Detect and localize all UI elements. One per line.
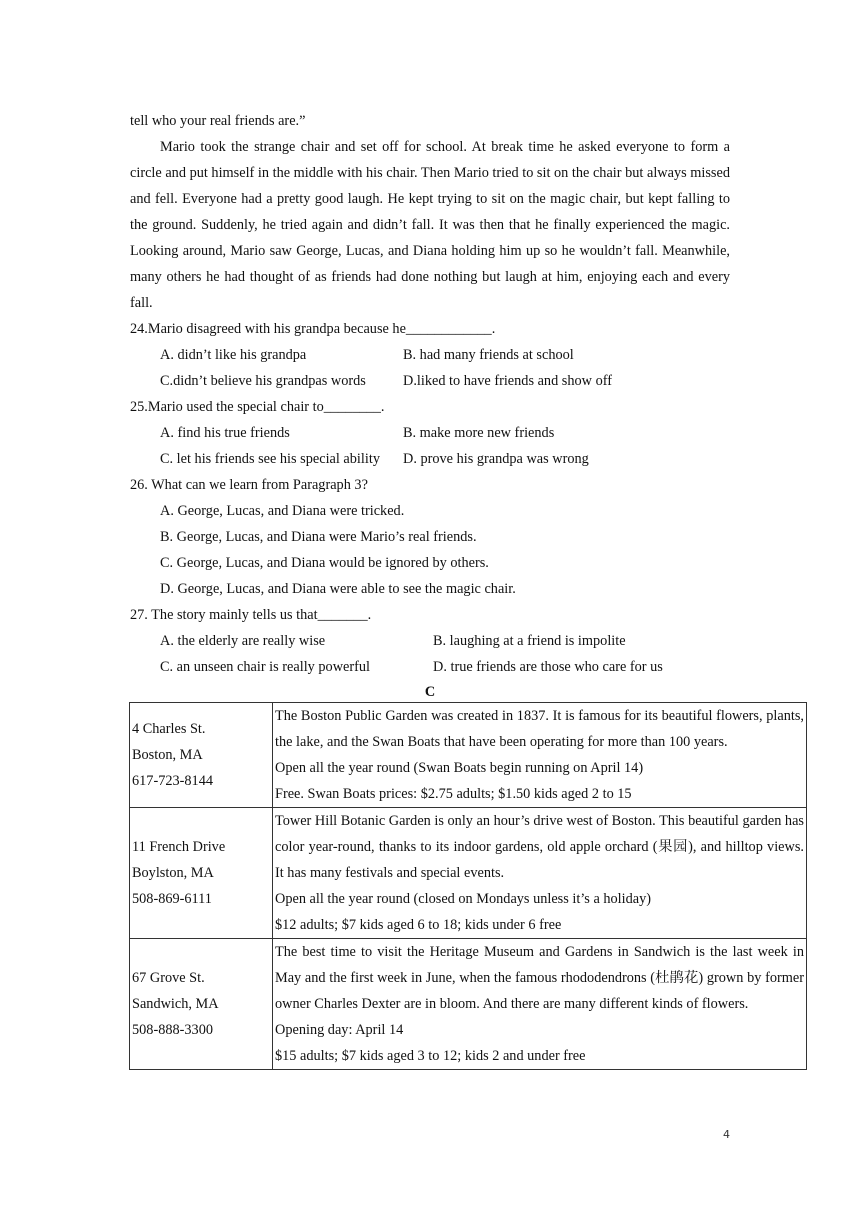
- description-text: The Boston Public Garden was created in 1837. It is famous for its beautiful flowers, plants, the lake, and the Swan Boats that have been operating for more than 100 years.: [275, 708, 804, 750]
- question-24-options: [130, 342, 730, 394]
- question-26-option-a: A. George, Lucas, and Diana were tricked.: [160, 503, 405, 519]
- question-24-option-b: B. had many friends at school: [403, 347, 574, 363]
- address-phone: 617-723-8144: [132, 773, 214, 789]
- question-27-option-a: A. the elderly are really wise: [160, 633, 326, 649]
- address-city: Boston, MA: [132, 747, 203, 763]
- description-cell: [273, 703, 807, 808]
- address-cell: [130, 939, 273, 1070]
- question-24-option-a: A. didn’t like his grandpa: [160, 347, 307, 363]
- question-27-stem: 27. The story mainly tells us that_______.: [130, 607, 372, 623]
- passage-paragraph: Mario took the strange chair and set off for school. At break time he asked everyone to form a circle and put himself in the middle with his chair. Then Mario tried to sit on the chair but always missed and fell. Everyone had a pretty good laugh. He kept trying to sit on the magic chair, but kept falling to the ground. Suddenly, he tried again and didn’t fall. It was then that he finally experienced the magic. Looking around, Mario saw George, Lucas, and Diana holding him up so he wouldn’t fall. Meanwhile, many others he had thought of as friends had done nothing but laugh at him, enjoying each and every fall.: [130, 139, 730, 311]
- question-26-option-c: C. George, Lucas, and Diana would be ignored by others.: [160, 555, 489, 571]
- question-25-option-d: D. prove his grandpa was wrong: [403, 451, 589, 467]
- question-24-stem: 24.Mario disagreed with his grandpa because he____________.: [130, 321, 496, 337]
- address-phone: 508-888-3300: [132, 1022, 214, 1038]
- address-street: 67 Grove St.: [132, 970, 205, 986]
- question-25-option-c: C. let his friends see his special ability: [160, 451, 380, 467]
- price-info: $15 adults; $7 kids aged 3 to 12; kids 2 and under free: [275, 1048, 586, 1064]
- address-street: 11 French Drive: [132, 839, 226, 855]
- table-row: [130, 703, 807, 808]
- question-27-option-c: C. an unseen chair is really powerful: [160, 659, 371, 675]
- description-cell: [273, 808, 807, 939]
- question-26-option-d: D. George, Lucas, and Diana were able to see the magic chair.: [160, 581, 516, 597]
- question-25-option-b: B. make more new friends: [403, 425, 555, 441]
- question-26-options: [130, 498, 730, 602]
- question-27-option-d: D. true friends are those who care for us: [433, 659, 663, 675]
- opening-info: Open all the year round (closed on Mondays unless it’s a holiday): [275, 891, 652, 907]
- question-26-option-b: B. George, Lucas, and Diana were Mario’s real friends.: [160, 529, 477, 545]
- question-25-stem: 25.Mario used the special chair to________.: [130, 399, 385, 415]
- question-24-option-d: D.liked to have friends and show off: [403, 373, 612, 389]
- description-text: Tower Hill Botanic Garden is only an hour’s drive west of Boston. This beautiful garden has color year-round, thanks to its indoor gardens, old apple orchard (果园), and hilltop views. It has many festivals and special events.: [275, 813, 804, 881]
- address-city: Sandwich, MA: [132, 996, 219, 1012]
- page-number: 4: [723, 1128, 730, 1141]
- table-row: [130, 939, 807, 1070]
- table-row: [130, 808, 807, 939]
- question-25-option-a: A. find his true friends: [160, 425, 290, 441]
- description-text: The best time to visit the Heritage Museum and Gardens in Sandwich is the last week in May and the first week in June, when the famous rhododendrons (杜鹃花) grown by former owner Charles Dexter are in bloom. And there are many different kinds of flowers.: [275, 944, 804, 1012]
- question-25-options: [130, 420, 730, 472]
- question-24-option-c: C.didn’t believe his grandpas words: [160, 373, 366, 389]
- address-phone: 508-869-6111: [132, 891, 212, 907]
- price-info: $12 adults; $7 kids aged 6 to 18; kids under 6 free: [275, 917, 562, 933]
- address-cell: [130, 703, 273, 808]
- description-cell: [273, 939, 807, 1070]
- address-city: Boylston, MA: [132, 865, 214, 881]
- question-26-stem: 26. What can we learn from Paragraph 3?: [130, 477, 368, 493]
- price-info: Free. Swan Boats prices: $2.75 adults; $1.50 kids aged 2 to 15: [275, 786, 632, 802]
- address-street: 4 Charles St.: [132, 721, 206, 737]
- passage-previous-line: tell who your real friends are.”: [130, 113, 306, 129]
- address-cell: [130, 808, 273, 939]
- section-label: C: [424, 684, 436, 700]
- question-27-options: [130, 628, 730, 680]
- opening-info: Opening day: April 14: [275, 1022, 404, 1038]
- reading-passage: [130, 108, 730, 680]
- gardens-table: [129, 702, 807, 1070]
- opening-info: Open all the year round (Swan Boats begin running on April 14): [275, 760, 644, 776]
- question-27-option-b: B. laughing at a friend is impolite: [433, 633, 626, 649]
